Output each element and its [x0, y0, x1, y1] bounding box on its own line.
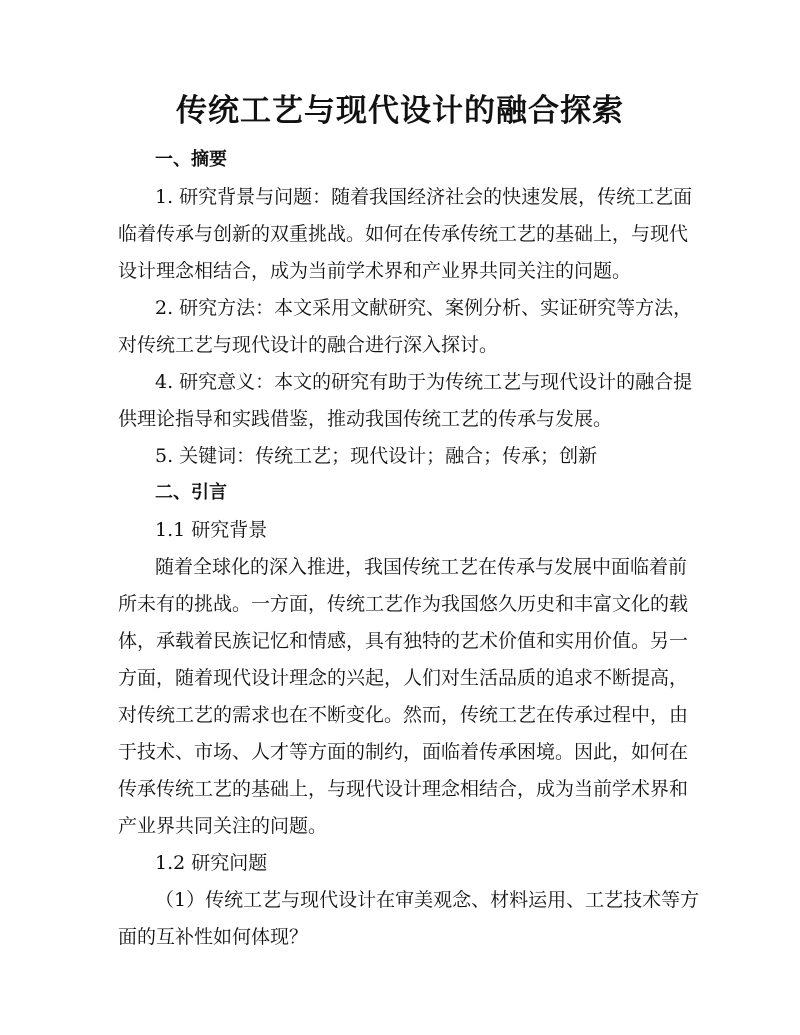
abstract-item-5-keywords: 5. 关键词：传统工艺；现代设计；融合；传承；创新 [155, 445, 598, 467]
background-line-2: 所未有的挑战。一方面，传统工艺作为我国悠久历史和丰富文化的载 [118, 593, 689, 615]
intro-heading: 二、引言 [155, 482, 227, 503]
background-line-4: 方面，随着现代设计理念的兴起，人们对生活品质的追求不断提高， [118, 667, 689, 689]
document-title: 传统工艺与现代设计的融合探索 [176, 93, 624, 129]
abstract-item-4-line-2: 供理论指导和实践借鉴，推动我国传统工艺的传承与发展。 [118, 408, 613, 430]
abstract-item-2-line-2: 对传统工艺与现代设计的融合进行深入探讨。 [118, 334, 499, 356]
question-1-line-2: 面的互补性如何体现？ [118, 926, 309, 948]
abstract-item-1-line-1: 1. 研究背景与问题：随着我国经济社会的快速发展，传统工艺面 [155, 186, 693, 208]
subsection-1-2-heading: 1.2 研究问题 [155, 852, 268, 874]
background-line-6: 于技术、市场、人才等方面的制约，面临着传承困境。因此，如何在 [118, 741, 689, 763]
abstract-item-4-line-1: 4. 研究意义：本文的研究有助于为传统工艺与现代设计的融合提 [155, 371, 693, 393]
subsection-1-1-heading: 1.1 研究背景 [155, 519, 268, 541]
question-1-line-1: （1）传统工艺与现代设计在审美观念、材料运用、工艺技术等方 [155, 889, 700, 911]
abstract-item-2-line-1: 2. 研究方法：本文采用文献研究、案例分析、实证研究等方法， [155, 297, 693, 319]
abstract-heading: 一、摘要 [155, 149, 227, 170]
background-line-5: 对传统工艺的需求也在不断变化。然而，传统工艺在传承过程中，由 [118, 704, 689, 726]
background-line-3: 体，承载着民族记忆和情感，具有独特的艺术价值和实用价值。另一 [118, 630, 689, 652]
abstract-item-1-line-3: 设计理念相结合，成为当前学术界和产业界共同关注的问题。 [118, 260, 632, 282]
background-line-1: 随着全球化的深入推进，我国传统工艺在传承与发展中面临着前 [155, 556, 688, 578]
background-line-8: 产业界共同关注的问题。 [118, 815, 328, 837]
background-line-7: 传承传统工艺的基础上，与现代设计理念相结合，成为当前学术界和 [118, 778, 689, 800]
abstract-item-1-line-2: 临着传承与创新的双重挑战。如何在传承传统工艺的基础上，与现代 [118, 223, 689, 245]
